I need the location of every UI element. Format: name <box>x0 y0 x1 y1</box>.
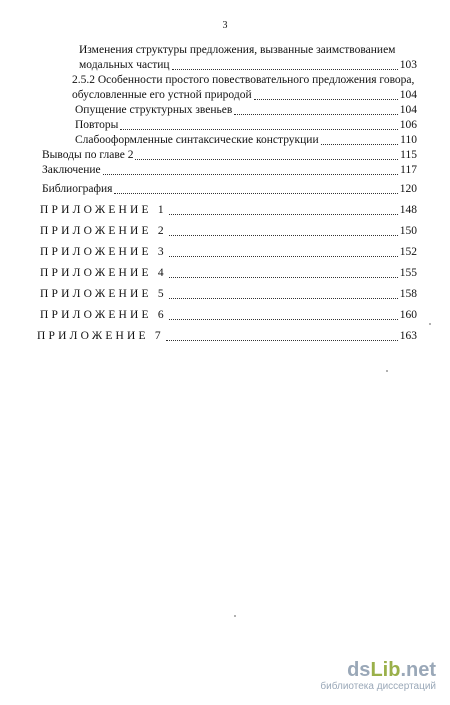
scan-speck <box>429 323 431 325</box>
toc-entry[interactable] <box>42 149 417 162</box>
toc-entry-label: ПРИЛОЖЕНИЕ 4 <box>40 267 167 279</box>
toc-entry-page: 106 <box>399 119 417 131</box>
toc-entry[interactable] <box>40 246 417 259</box>
toc-entry-label: ПРИЛОЖЕНИЕ 7 <box>37 330 164 342</box>
leader-dots <box>169 213 398 215</box>
leader-dots <box>114 192 397 194</box>
toc-entry-label: Выводы по главе 2 <box>42 149 134 161</box>
leader-dots <box>120 128 397 130</box>
scan-speck <box>234 615 236 617</box>
leader-dots <box>169 318 398 320</box>
toc-entry-label: ПРИЛОЖЕНИЕ 6 <box>40 309 167 321</box>
toc-entry-page: 150 <box>399 225 417 237</box>
toc-entry-page: 104 <box>399 104 417 116</box>
toc-entry[interactable] <box>40 204 417 217</box>
leader-dots <box>166 339 398 341</box>
leader-dots <box>321 143 399 145</box>
toc-entry-label: ПРИЛОЖЕНИЕ 1 <box>40 204 167 216</box>
toc-entry-label: ПРИЛОЖЕНИЕ 3 <box>40 246 167 258</box>
toc-entry[interactable] <box>40 309 417 322</box>
toc-entry[interactable] <box>75 104 417 117</box>
toc-entry-label: Повторы <box>75 119 119 131</box>
scan-speck <box>386 370 388 372</box>
leader-dots <box>103 173 399 175</box>
toc-entry-page: 120 <box>399 183 417 195</box>
watermark-logo: dsLib.net <box>347 659 436 681</box>
toc-entry[interactable] <box>42 183 417 196</box>
toc-entry[interactable] <box>40 267 417 280</box>
toc-entry[interactable] <box>75 134 417 147</box>
toc-entry-label: обусловленные его устной природой <box>72 89 252 101</box>
toc-entry-page: 103 <box>399 59 417 71</box>
toc-entry-label: Опущение структурных звеньев <box>75 104 233 116</box>
leader-dots <box>254 98 398 100</box>
watermark <box>320 659 436 693</box>
toc-entry-label: модальных частиц <box>79 59 170 71</box>
leader-dots <box>169 276 398 278</box>
toc-entry-text: 2.5.2 Особенности простого повествовательного предложения говора, <box>72 74 415 86</box>
leader-dots <box>169 234 398 236</box>
toc-entry[interactable] <box>40 288 417 301</box>
toc-entry-page: 163 <box>399 330 417 342</box>
leader-dots <box>234 113 397 115</box>
toc-entry-label: Заключение <box>42 164 101 176</box>
watermark-subtitle: библиотека диссертаций <box>320 681 436 692</box>
toc-entry[interactable] <box>40 225 417 238</box>
toc-entry-page: 158 <box>399 288 417 300</box>
toc-entry-page: 155 <box>399 267 417 279</box>
toc-entry-page: 110 <box>400 134 417 146</box>
toc-entry-label: ПРИЛОЖЕНИЕ 5 <box>40 288 167 300</box>
leader-dots <box>169 255 398 257</box>
toc-entry-label: ПРИЛОЖЕНИЕ 2 <box>40 225 167 237</box>
toc-entry-label: Слабооформленные синтаксические конструкции <box>75 134 319 146</box>
toc-entry-page: 115 <box>400 149 417 161</box>
toc-entry[interactable] <box>79 59 417 72</box>
toc-entry-page: 104 <box>399 89 417 101</box>
toc-entry-text: Изменения структуры предложения, вызванные заимствованием <box>79 44 396 56</box>
toc-entry-page: 160 <box>399 309 417 321</box>
toc-entry[interactable] <box>72 89 417 102</box>
toc-entry[interactable] <box>42 164 417 177</box>
leader-dots <box>135 158 398 160</box>
page-number: 3 <box>222 20 228 31</box>
leader-dots <box>169 297 398 299</box>
toc-entry-page: 148 <box>399 204 417 216</box>
leader-dots <box>172 68 398 70</box>
toc-entry-page: 152 <box>399 246 417 258</box>
toc-entry-label: Библиография <box>42 183 113 195</box>
toc-entry[interactable] <box>75 119 417 132</box>
toc-entry[interactable] <box>37 330 417 343</box>
toc-entry-page: 117 <box>400 164 417 176</box>
